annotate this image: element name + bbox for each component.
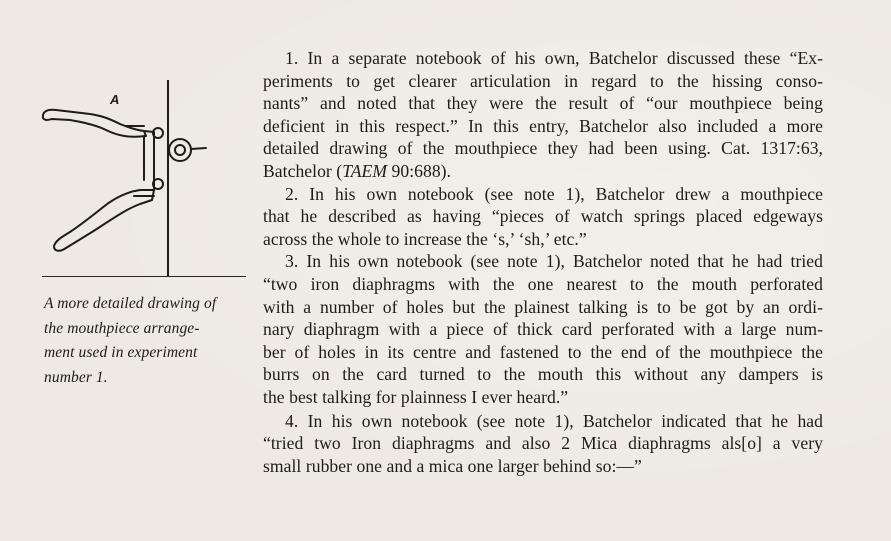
note-line: detailed drawing of the mouthpiece they had been using. Cat. 1317:63, (263, 138, 823, 159)
figure-label-a: A (110, 92, 120, 107)
note-line: with a number of holes but the plainest talking is to be got by an ordi- (263, 296, 823, 317)
note-line: 4. In his own notebook (see note 1), Batchelor indicated that he had (285, 410, 823, 431)
mouthpiece-body (140, 131, 154, 190)
note-line: burrs on the card turned to the mouth this without any dampers is (263, 364, 823, 385)
mouthpiece-drawing (30, 80, 245, 280)
note-line: that he described as having “pieces of watch springs placed edgeways (263, 206, 823, 227)
caption-line: A more detailed drawing of (44, 295, 217, 312)
note-line: the best talking for plainness I ever heard.” (263, 386, 569, 407)
note-line: small rubber one and a mica one larger behind so:—” (263, 455, 642, 476)
note-line: “tried two Iron diaphragms and also 2 Mica diaphragms als[o] a very (263, 433, 823, 454)
note-line: 3. In his own notebook (see note 1), Batchelor noted that he had tried (285, 251, 823, 272)
note-4 (263, 410, 823, 478)
footnotes (263, 47, 823, 477)
note-line: nants” and noted that they were the result of “our mouthpiece being (263, 93, 823, 114)
caption-line: ment used in experiment (44, 344, 198, 361)
note-line: ber of holes in its centre and fastened to the end of the mouthpiece the (263, 341, 823, 362)
mouthpiece-upper-arm (43, 110, 146, 137)
caption-line: the mouthpiece arrange- (44, 319, 200, 337)
note-text: 90:688). (387, 160, 452, 181)
note-line: deficient in this respect.” In this entry, Batchelor also included a more (263, 115, 823, 136)
note-line: periments to get clearer articulation in regard to the hissing conso- (263, 70, 823, 91)
note-line: across the whole to increase the ‘s,’ ‘sh,’ etc.” (263, 228, 587, 249)
taem-citation: TAEM (342, 160, 388, 181)
note-3 (263, 250, 823, 408)
note-1 (263, 47, 823, 183)
note-2 (263, 183, 823, 251)
figure-caption (44, 292, 254, 390)
ring-connector (191, 148, 206, 149)
note-line: “two iron diaphragms with the one nearest to the mouth perforated (263, 273, 823, 294)
note-line: 2. In his own notebook (see note 1), Batchelor drew a mouthpiece (285, 183, 823, 204)
note-line: 1. In a separate notebook of his own, Batchelor discussed these “Ex- (285, 48, 823, 68)
figure-divider (42, 276, 246, 277)
mouthpiece-lower-arm (54, 190, 154, 251)
note-line: nary diaphragm with a piece of thick card perforated with a large num- (263, 319, 823, 340)
note-line (263, 160, 823, 183)
diaphragm-ring-inner (175, 145, 185, 155)
diaphragm-ring-outer (169, 139, 191, 161)
note-text: Batchelor ( (263, 160, 343, 181)
caption-line: number 1. (44, 368, 108, 386)
